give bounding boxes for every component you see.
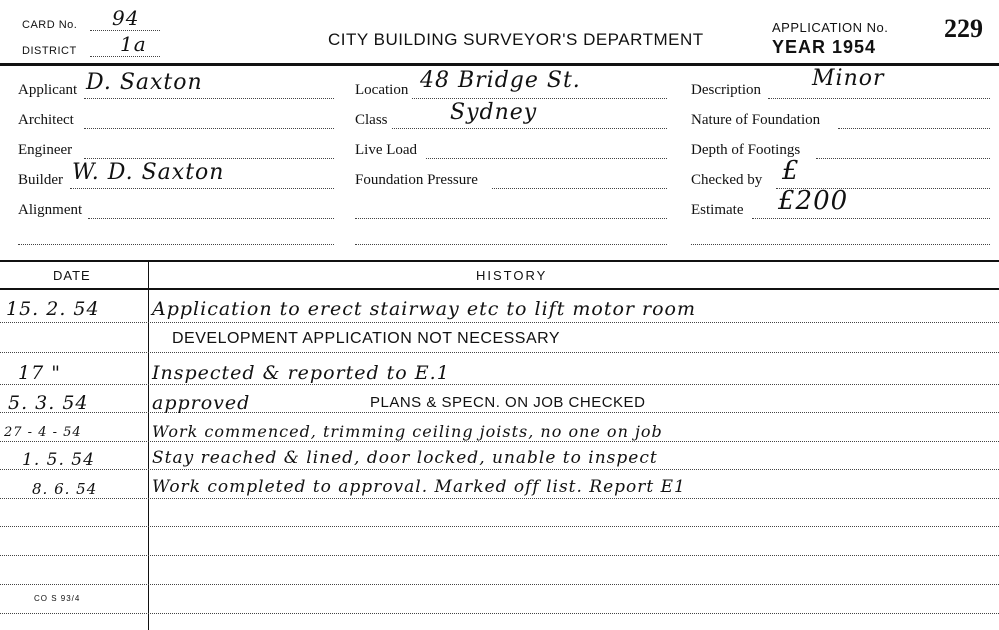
district-label: DISTRICT xyxy=(22,45,77,57)
history-date: 27 - 4 - 54 xyxy=(4,425,82,440)
depth-of-footings-label: Depth of Footings xyxy=(691,142,801,158)
location-label: Location xyxy=(355,82,409,98)
builder-label: Builder xyxy=(18,172,63,188)
history-text: Stay reached & lined, door locked, unable to inspect xyxy=(152,448,658,468)
engineer-label: Engineer xyxy=(18,142,73,158)
class-label: Class xyxy=(355,112,388,128)
checked-by-label: Checked by xyxy=(691,172,763,188)
history-date: 15. 2. 54 xyxy=(6,298,100,320)
applicant-value: D. Saxton xyxy=(86,70,203,95)
history-text: Application to erect stairway etc to lift motor room xyxy=(152,298,696,320)
history-header: HISTORY xyxy=(476,268,548,283)
application-no-value: 229 xyxy=(944,14,983,43)
district-value: 1a xyxy=(120,32,147,56)
nature-of-foundation-label: Nature of Foundation xyxy=(691,112,821,128)
applicant-label: Applicant xyxy=(18,82,78,98)
history-stamp: PLANS & SPECN. ON JOB CHECKED xyxy=(370,394,646,411)
history-text: Work commenced, trimming ceiling joists, no one on job xyxy=(152,422,663,441)
history-text: Work completed to approval. Marked off list. Report E1 xyxy=(152,477,686,497)
date-header: DATE xyxy=(53,268,91,283)
description-value: Minor xyxy=(812,66,885,91)
history-date: 5. 3. 54 xyxy=(8,392,89,414)
checked-by-value: £ xyxy=(782,156,800,186)
department-title: CITY BUILDING SURVEYOR'S DEPARTMENT xyxy=(328,30,704,49)
form-code: CO S 93/4 xyxy=(34,594,81,603)
estimate-value: £200 xyxy=(778,186,849,216)
history-date: 8. 6. 54 xyxy=(32,480,98,498)
application-no-label: APPLICATION No. xyxy=(772,20,889,35)
description-label: Description xyxy=(691,82,761,98)
estimate-label: Estimate xyxy=(691,202,744,218)
class-value: Sydney xyxy=(450,100,538,125)
location-value: 48 Bridge St. xyxy=(420,68,581,93)
card-no-label: CARD No. xyxy=(22,19,78,31)
alignment-label: Alignment xyxy=(18,202,83,218)
year-label: YEAR 1954 xyxy=(772,37,877,57)
history-text: Inspected & reported to E.1 xyxy=(152,362,450,384)
builder-value: W. D. Saxton xyxy=(72,160,225,185)
live-load-label: Live Load xyxy=(355,142,418,158)
history-stamp: DEVELOPMENT APPLICATION NOT NECESSARY xyxy=(172,330,561,347)
history-date: 17 " xyxy=(18,362,61,384)
card-no-value: 94 xyxy=(112,6,140,30)
history-text: approved xyxy=(152,392,251,414)
history-date: 1. 5. 54 xyxy=(22,450,95,470)
architect-label: Architect xyxy=(18,112,74,128)
foundation-pressure-label: Foundation Pressure xyxy=(355,172,478,188)
